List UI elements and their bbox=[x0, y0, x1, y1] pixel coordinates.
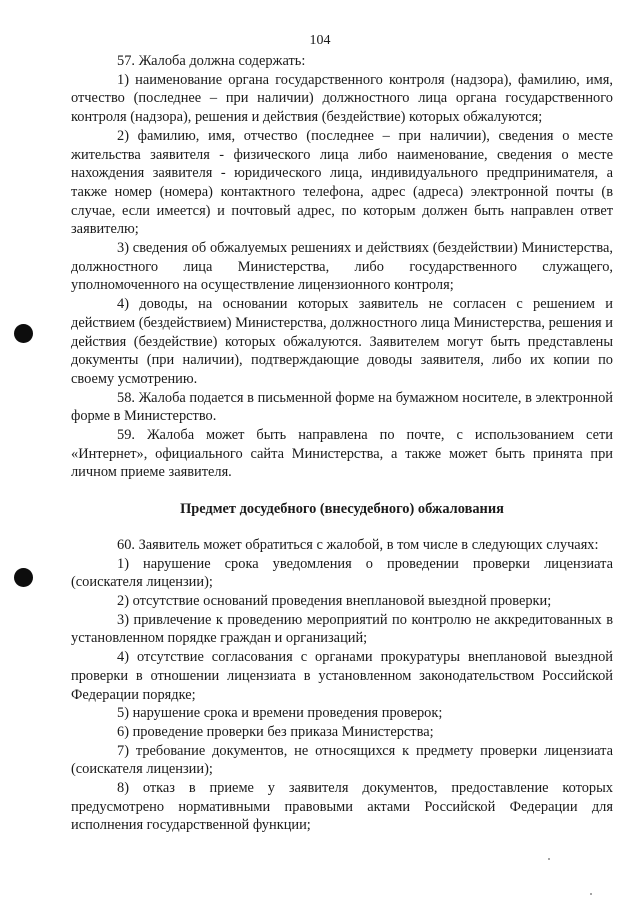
paragraph-58: 58. Жалоба подается в письменной форме на бумажном носителе, в электронной форме в Министерство. bbox=[71, 389, 613, 425]
paragraph-57-item-3: 3) сведения об обжалуемых решениях и действиях (бездействии) Министерства, должностного лица Министерства, либо государственного служащего, уполномоченного на осуществление лицензионного контроля; bbox=[71, 240, 613, 294]
paragraph-60-item-1: 1) нарушение срока уведомления о проведении проверки лицензиата (соискателя лицензии); bbox=[71, 555, 613, 591]
page-number: 104 bbox=[309, 33, 331, 48]
paragraph-57-item-1: 1) наименование органа государственного контроля (надзора), фамилию, имя, отчество (последнее – при наличии) должностного лица органа государственного контроля (надзора), решения и действия (бездействие) которых обжалуются; bbox=[71, 71, 613, 126]
scan-speck bbox=[590, 893, 592, 895]
paragraph-57-intro: 57. Жалоба должна содержать: bbox=[117, 53, 306, 69]
section-heading: Предмет досудебного (внесудебного) обжалования bbox=[180, 501, 504, 518]
paragraph-57-item-2: 2) фамилию, имя, отчество (последнее – при наличии), сведения о месте жительства заявителя - физического лица либо наименование, сведения о месте нахождения заявителя - юридического лица, индивидуального предпринимателя, а также номер (номера) контактного телефона, адрес (адреса) электронной почты (в случае, если имеется) и почтовый адрес, по которым должен быть направлен ответ заявителю; bbox=[71, 127, 613, 238]
paragraph-60-item-2: 2) отсутствие оснований проведения внеплановой выездной проверки; bbox=[117, 592, 552, 609]
paragraph-60-intro: 60. Заявитель может обратиться с жалобой, в том числе в следующих случаях: bbox=[117, 536, 599, 553]
document-body bbox=[71, 52, 613, 835]
paragraph-60-item-3: 3) привлечение к проведению мероприятий по контролю не аккредитованных в установленном порядке граждан и организаций; bbox=[71, 611, 613, 647]
punch-hole-lower bbox=[14, 568, 33, 587]
paragraph-60-item-7: 7) требование документов, не относящихся к предмету проверки лицензиата (соискателя лицензии); bbox=[71, 742, 613, 778]
paragraph-60-item-6: 6) проведение проверки без приказа Министерства; bbox=[117, 723, 434, 740]
paragraph-57-item-4: 4) доводы, на основании которых заявитель не согласен с решением и действием (бездействием) Министерства, должностного лица Министерства, решения и действия (бездействие) которых обжалуются. Заявителем могут быть представлены документы (при наличии), подтверждающие доводы заявителя, либо их копии по своему усмотрению. bbox=[71, 296, 613, 387]
scan-speck bbox=[548, 858, 550, 860]
paragraph-60-item-4: 4) отсутствие согласования с органами прокуратуры внеплановой выездной проверки в отношении лицензиата в установленном законодательством Российской Федерации порядке; bbox=[71, 649, 613, 703]
paragraph-60-item-5: 5) нарушение срока и времени проведения проверок; bbox=[117, 705, 443, 722]
paragraph-60-item-8: 8) отказ в приеме у заявителя документов, предоставление которых предусмотрено нормативными правовыми актами Российской Федерации для исполнения государственной функции; bbox=[71, 780, 613, 834]
paragraph-59: 59. Жалоба может быть направлена по почте, с использованием сети «Интернет», официального сайта Министерства, а также может быть принята при личном приеме заявителя. bbox=[71, 427, 613, 481]
punch-hole-upper bbox=[14, 324, 33, 343]
